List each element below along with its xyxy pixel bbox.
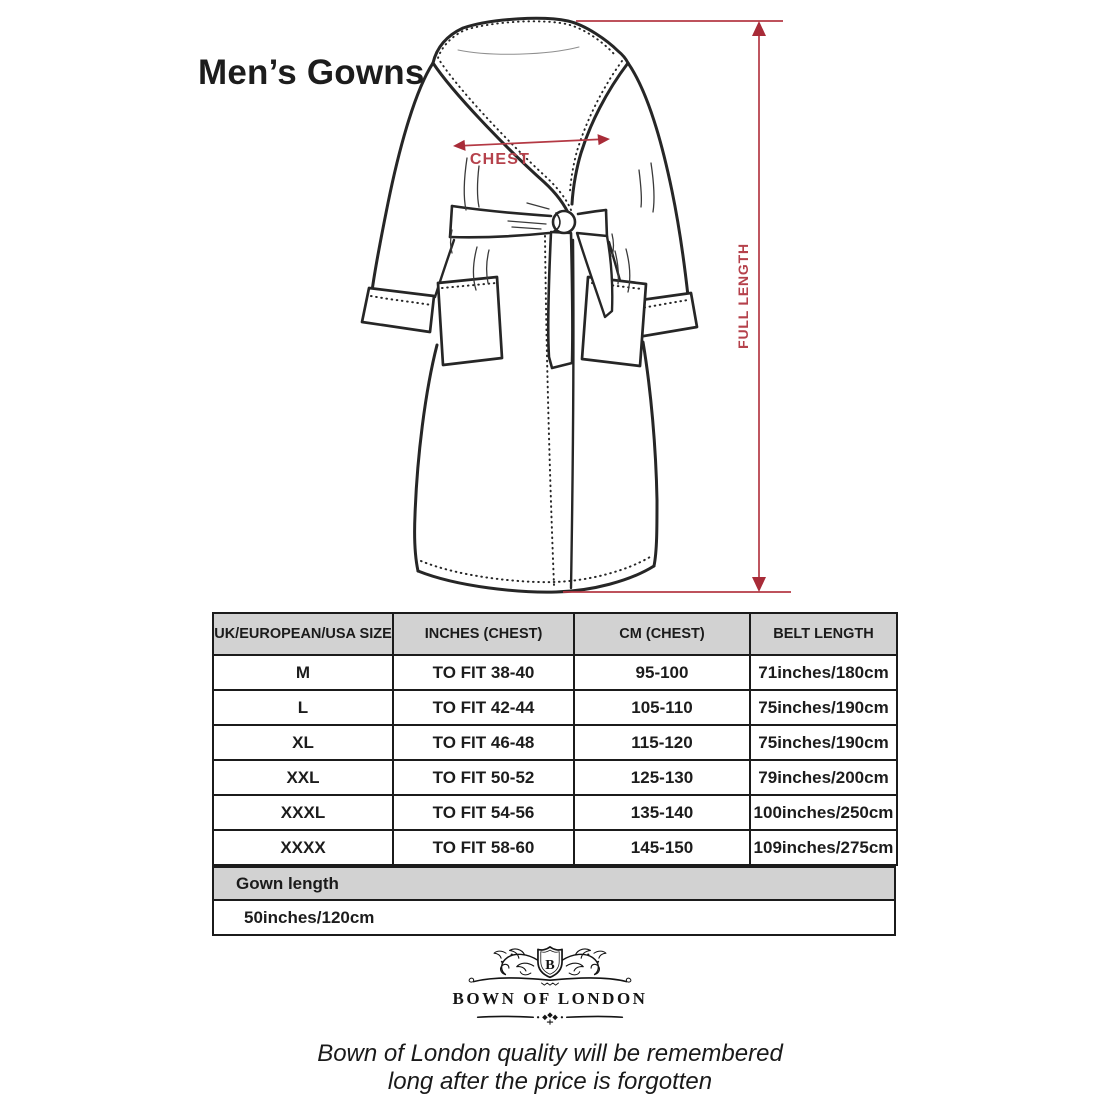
table-row <box>213 690 897 725</box>
belt-cell: 75inches/190cm <box>750 725 897 760</box>
tagline-line-1: Bown of London quality will be remembered <box>317 1040 783 1067</box>
col-header-cm: CM (CHEST) <box>574 613 750 655</box>
belt-cell: 75inches/190cm <box>750 690 897 725</box>
inches-cell: TO FIT 46-48 <box>393 725 574 760</box>
belt-cell: 79inches/200cm <box>750 760 897 795</box>
arrow-down-icon <box>752 577 766 592</box>
table-header-row <box>213 613 897 655</box>
ornamental-divider-icon <box>475 1009 625 1029</box>
gown-length-header: Gown length <box>213 867 895 900</box>
size-cell: M <box>213 655 393 690</box>
arrow-up-icon <box>752 21 766 36</box>
table-row <box>213 725 897 760</box>
belt-cell: 71inches/180cm <box>750 655 897 690</box>
size-cell: XXL <box>213 760 393 795</box>
size-chart-table <box>212 612 898 866</box>
brand-monogram: B <box>545 956 555 973</box>
tagline-line-2: long after the price is forgotten <box>387 1068 713 1096</box>
arrow-left-icon <box>453 140 466 151</box>
page-title: Men’s Gowns <box>198 53 425 93</box>
inches-cell: TO FIT 58-60 <box>393 830 574 865</box>
inches-cell: TO FIT 50-52 <box>393 760 574 795</box>
arrow-right-icon <box>598 134 611 145</box>
col-header-belt: BELT LENGTH <box>750 613 897 655</box>
col-header-size: UK/EUROPEAN/USA SIZE <box>213 613 393 655</box>
brand-logo <box>0 944 1100 1029</box>
belt-cell: 109inches/275cm <box>750 830 897 865</box>
full-length-dimension-label: FULL LENGTH <box>735 243 751 349</box>
brand-tagline <box>0 1040 1100 1096</box>
brand-name: BOWN OF LONDON <box>452 989 648 1008</box>
brand-crest-icon <box>465 944 635 988</box>
chest-dimension-label: CHEST <box>469 151 531 168</box>
size-cell: L <box>213 690 393 725</box>
col-header-inches: INCHES (CHEST) <box>393 613 574 655</box>
cm-cell: 95-100 <box>574 655 750 690</box>
cm-cell: 115-120 <box>574 725 750 760</box>
table-row <box>213 830 897 865</box>
size-cell: XXXX <box>213 830 393 865</box>
cm-cell: 105-110 <box>574 690 750 725</box>
belt-cell: 100inches/250cm <box>750 795 897 830</box>
gown-line-art <box>362 18 697 592</box>
table-row <box>213 760 897 795</box>
inches-cell: TO FIT 38-40 <box>393 655 574 690</box>
inches-cell: TO FIT 42-44 <box>393 690 574 725</box>
table-row <box>213 795 897 830</box>
size-cell: XXXL <box>213 795 393 830</box>
gown-length-table <box>212 866 896 936</box>
cm-cell: 135-140 <box>574 795 750 830</box>
cm-cell: 125-130 <box>574 760 750 795</box>
cm-cell: 145-150 <box>574 830 750 865</box>
inches-cell: TO FIT 54-56 <box>393 795 574 830</box>
size-cell: XL <box>213 725 393 760</box>
table-row <box>213 655 897 690</box>
gown-length-value: 50inches/120cm <box>213 900 895 935</box>
